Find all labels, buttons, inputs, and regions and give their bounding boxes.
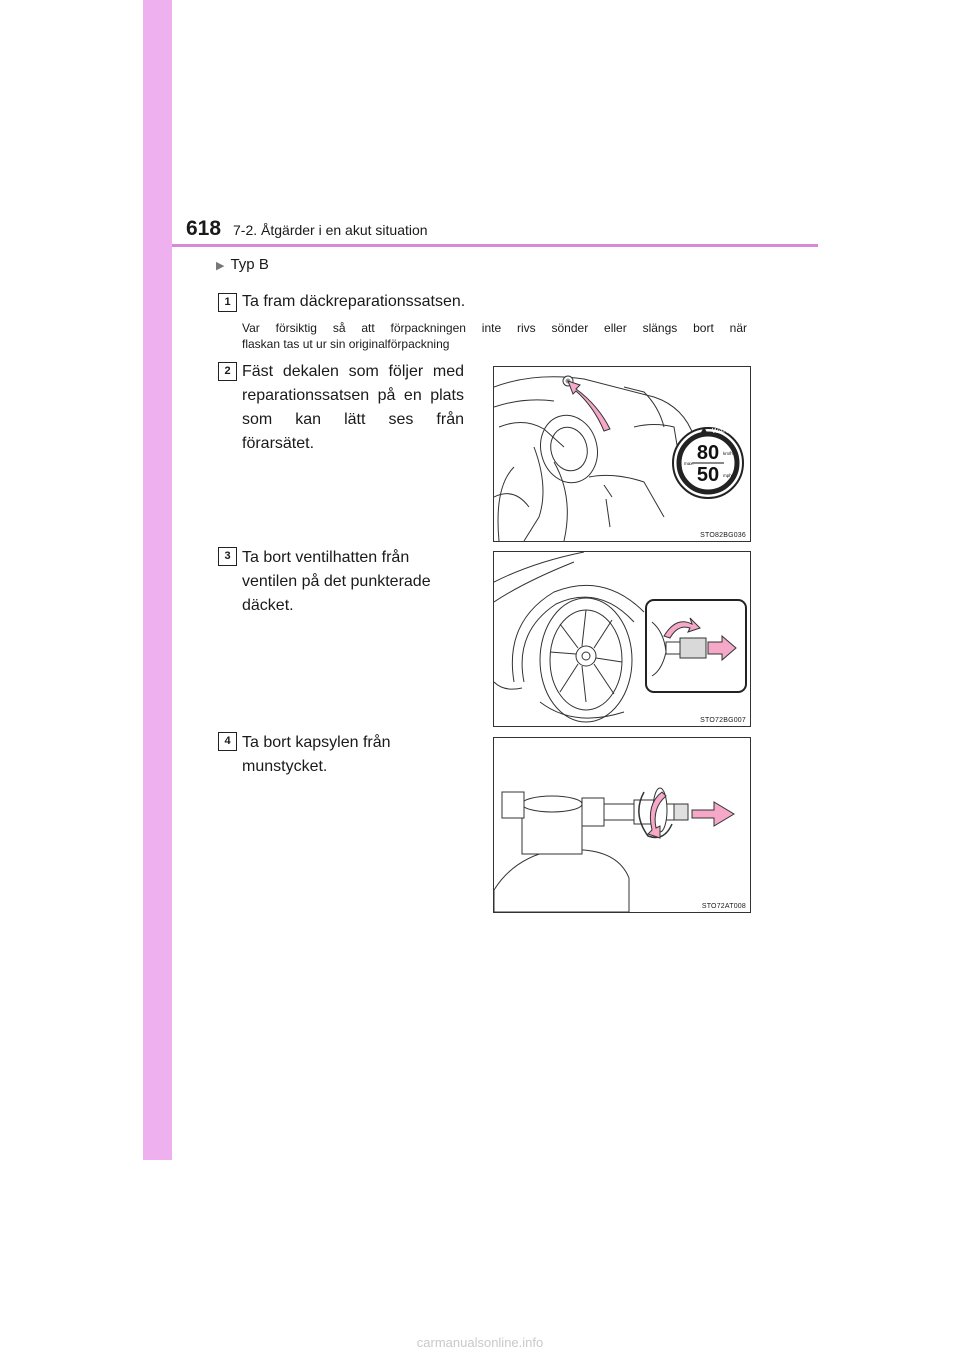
step-1-text (242, 290, 465, 314)
step-2-line: Fäst dekalen som följer med (242, 363, 464, 380)
step-number-2: 2 (218, 362, 237, 381)
step-1-note-line: Var försiktig så att förpackningen inte rivs sönder eller slängs bort när (242, 321, 747, 335)
page-number: 618 (186, 217, 222, 240)
step-4-line: Ta bort kapsylen från (242, 734, 391, 751)
figure-valve-cap (493, 551, 751, 727)
figure-code: STO82BG036 (700, 532, 746, 539)
type-label-text: Typ B (230, 256, 269, 273)
step-1-line: Ta fram däckreparationssatsen. (242, 293, 466, 310)
nozzle-illustration (494, 738, 750, 912)
step-2-line: reparationssatsen på en plats (242, 387, 464, 404)
section-title: 7-2. Åtgärder i en akut situation (233, 222, 428, 238)
sticker-speed-top: 80 (696, 442, 720, 464)
warning-sticker-icon (673, 427, 746, 498)
header-rule (172, 244, 818, 247)
step-number-4: 4 (218, 732, 237, 751)
figure-sticker-placement (493, 366, 751, 542)
tire-valve-illustration (494, 552, 750, 726)
watermark: carmanualsonline.info (416, 1335, 544, 1350)
car-interior-illustration (494, 367, 750, 541)
step-2-text (242, 360, 464, 456)
sticker-warning-text: WARNING (712, 428, 746, 435)
step-1-note-line: flaskan tas ut ur sin originalförpackning (242, 337, 450, 351)
figure-code: STO72BG007 (700, 717, 746, 724)
sticker-speed-bottom: 50 (696, 464, 720, 486)
step-3-line: däcket. (242, 597, 294, 614)
step-3-text (242, 546, 431, 618)
step-3-line: Ta bort ventilhatten från (242, 549, 410, 566)
sticker-unit-mph: mph (723, 473, 732, 478)
type-label (216, 256, 269, 273)
step-1-note (242, 320, 747, 352)
step-3-line: ventilen på det punkterade (242, 573, 431, 590)
step-4-line: munstycket. (242, 758, 328, 775)
step-number-3: 3 (218, 547, 237, 566)
chapter-sidebar-tab (143, 0, 172, 1160)
triangle-bullet-icon: ▶ (216, 260, 225, 272)
figure-code: STO72AT008 (701, 903, 746, 910)
figure-nozzle-cap (493, 737, 751, 913)
sticker-unit-kmh: km/h (723, 451, 733, 456)
sticker-max: max. (684, 461, 694, 466)
step-2-line: som kan lätt ses från förarsätet. (242, 411, 464, 452)
step-number-1: 1 (218, 293, 237, 312)
step-4-text (242, 731, 391, 779)
